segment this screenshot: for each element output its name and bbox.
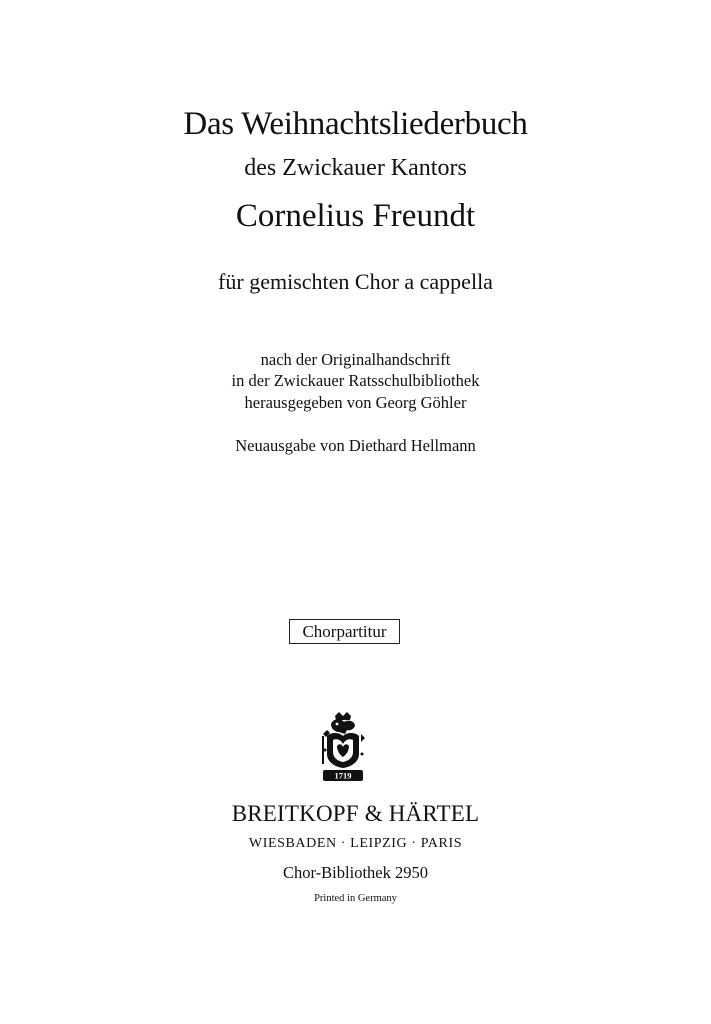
publisher-cities: WIESBADEN · LEIPZIG · PARIS [248,836,463,851]
source-note-line-3: herausgegeben von Georg Göhler [244,393,467,412]
bear-crest-icon [317,710,369,782]
new-edition-line: Neuausgabe von Diethard Hellmann [235,436,476,455]
work-title: Das Weihnachtsliederbuch [183,106,528,142]
publisher-name: BREITKOPF & HÄRTEL [231,801,480,826]
source-note-line-2: in der Zwickauer Ratsschulbibliothek [231,371,480,390]
edition-type-box: Chorpartitur [289,619,400,644]
scoring-line: für gemischten Chor a cappella [218,269,493,294]
composer-name: Cornelius Freundt [235,198,476,234]
printed-in-note: Printed in Germany [314,893,397,904]
catalog-number: Chor-Bibliothek 2950 [283,863,428,882]
logo-year-text: 1719 [334,770,352,781]
work-subtitle: des Zwickauer Kantors [244,155,467,181]
source-note-line-1: nach der Originalhandschrift [260,350,451,369]
